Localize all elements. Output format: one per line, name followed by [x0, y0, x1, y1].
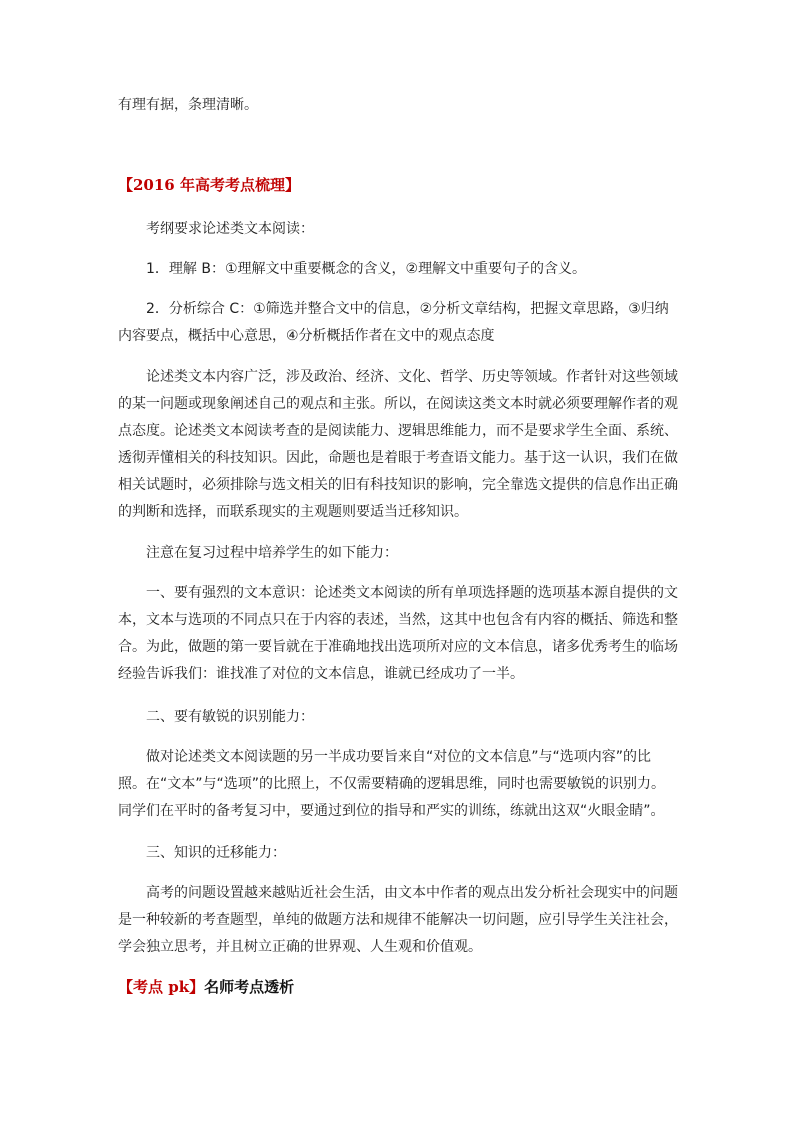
paragraph-understanding-b: 1．理解 B：①理解文中重要概念的含义，②理解文中重要句子的含义。 [146, 261, 587, 277]
paragraph-abilities-intro: 注意在复习过程中培养学生的如下能力： [146, 545, 398, 561]
paragraph-recognition-body: 做对论述类文本阅读题的另一半成功要旨来自“对位的文本信息”与“选项内容”的比照。在“文本”与“选项”的比照上，不仅需要精确的逻辑思维，同时也需要敏锐的识别力。同学们在平时的备考复习中，要通过到位的指导和严实的训练，练就出这双“火眼金睛”。 [118, 749, 666, 819]
paragraph-transfer-body: 高考的问题设置越来越贴近社会生活，由文本中作者的观点出发分析社会现实中的问题是一种较新的考查题型，单纯的做题方法和规律不能解决一切问题，应引导学生关注社会，学会独立思考，并且树立正确的世界观、人生观和价值观。 [118, 885, 678, 955]
paragraph-syllabus-intro: 考纲要求论述类文本阅读： [146, 221, 314, 237]
section-heading-exam-points: 【2016 年高考考点梳理】 [118, 176, 300, 194]
paragraph-analysis-c: 2．分析综合 C：①筛选并整合文中的信息，②分析文章结构，把握文章思路，③归纳内容要点，概括中心意思，④分析概括作者在文中的观点态度 [118, 301, 669, 344]
paragraph-transfer-heading: 三、知识的迁移能力： [146, 845, 286, 861]
section-heading-black-part: 名师考点透析 [204, 978, 295, 996]
section-heading-red-part: 【考点 pk】 [118, 978, 205, 996]
section-heading-teacher-analysis [118, 976, 294, 998]
paragraph-text-awareness: 一、要有强烈的文本意识：论述类文本阅读的所有单项选择题的选项基本源自提供的文本，文本与选项的不同点只在于内容的表述，当然，这其中也包含有内容的概括、筛选和整合。为此，做题的第一要旨就在于准确地找出选项所对应的文本信息，诸多优秀考生的临场经验告诉我们：谁找准了对位的文本信息，谁就已经成功了一半。 [118, 585, 678, 682]
carryover-paragraph: 有理有据，条理清晰。 [118, 97, 258, 113]
paragraph-recognition-heading: 二、要有敏锐的识别能力： [146, 709, 314, 725]
paragraph-overview: 论述类文本内容广泛，涉及政治、经济、文化、哲学、历史等领域。作者针对这些领域的某一问题或现象阐述自己的观点和主张。所以，在阅读这类文本时就必须要理解作者的观点态度。论述类文本阅读考查的是阅读能力、逻辑思维能力，而不是要求学生全面、系统、透彻弄懂相关的科技知识。因此，命题也是着眼于考查语文能力。基于这一认识，我们在做相关试题时，必须排除与选文相关的旧有科技知识的影响，完全靠选文提供的信息作出正确的判断和选择，而联系现实的主观题则要适当迁移知识。 [118, 369, 678, 520]
